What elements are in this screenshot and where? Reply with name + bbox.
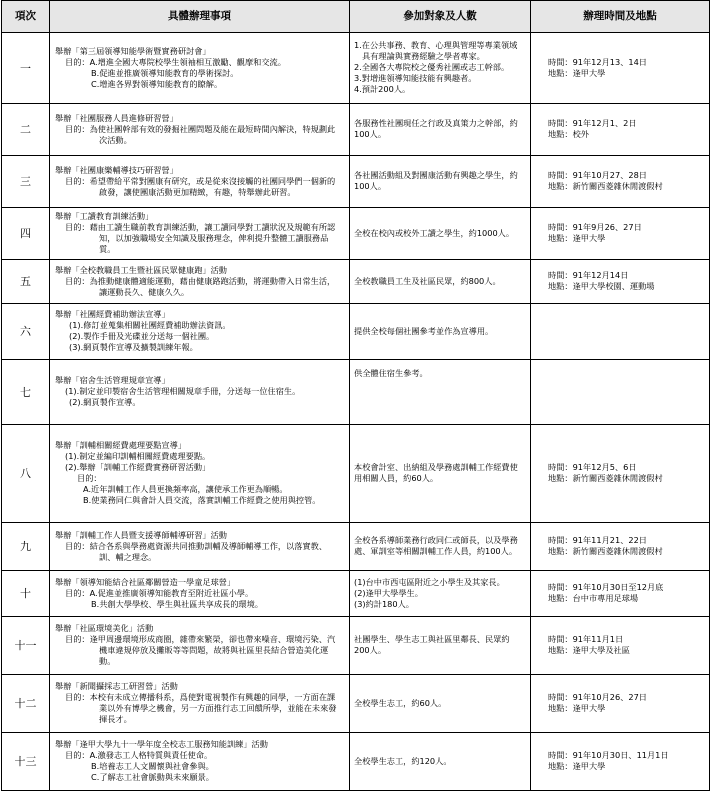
desc-line: 舉辦「工讀教育訓練活動」 (55, 211, 154, 221)
desc-line: 目的：希望帶給平常對團康有研究，或是從來沒接觸的社團同學們一個新的啟發，讓使團康活動更加精緻，有趣，特舉辦此研習。 (65, 175, 336, 197)
row-description (50, 360, 350, 425)
time-line: 時間：91年10月30日至12月底 (548, 582, 664, 592)
time-line: 時間：91年9月26、27日 (548, 222, 642, 232)
desc-line: B.促進並推廣領導知能教育的學術探討。 (91, 67, 239, 78)
desc-line: C.增進各界對領導知能教育的瞭解。 (91, 78, 223, 89)
row-description (50, 675, 350, 733)
desc-line: 舉辦「全校教職員工生暨社區民眾健康跑」活動 (55, 264, 227, 275)
table-header-row (2, 1, 710, 33)
row-time-place (531, 523, 710, 571)
desc-line: (2).製作手冊及光碟並分送每一個社團。 (69, 331, 215, 341)
row-time-place (531, 156, 710, 208)
header-participants: 參加對象及人數 (350, 1, 531, 33)
row-time-place (531, 675, 710, 733)
row-description (50, 733, 350, 791)
row-participants (350, 33, 531, 104)
place-line: 地點：逢甲大學 (548, 703, 606, 713)
time-line: 時間：91年10月30日、11月1日 (548, 750, 669, 760)
row-description (50, 425, 350, 523)
desc-line: 目的：A.激發志工人格特質與責任使命。 (65, 750, 213, 760)
participant-line: 全校各系導師業務行政同仁或師長，以及學務處、軍訓室等相關訓輔工作人員，約100人。 (354, 535, 518, 556)
row-number: 二 (2, 104, 50, 156)
desc-line: A.近年訓輔工作人員更換頻率高，讓使承工作更為順暢。 (83, 484, 288, 494)
table-row (2, 260, 710, 304)
row-number: 五 (2, 260, 50, 304)
place-line: 地點：校外 (548, 129, 589, 139)
table-row (2, 675, 710, 733)
row-number: 九 (2, 523, 50, 571)
desc-line: (1).制定並印製宿舍生活管理相關規章手冊，分送每一位住宿生。 (65, 386, 301, 396)
desc-line: 舉辦「新聞攝採志工研習營」活動 (55, 681, 178, 691)
desc-line: (2).網頁製作宣導。 (69, 397, 141, 407)
row-number: 一 (2, 33, 50, 104)
participant-line: 4.預計200人。 (354, 84, 411, 94)
row-description (50, 208, 350, 260)
row-time-place (531, 571, 710, 617)
table-row (2, 104, 710, 156)
participant-line: 1.在公共事務、教育、心理與管理等專業領域具有理論與實務經驗之學者專家。 (354, 40, 518, 61)
table-row (2, 617, 710, 675)
row-description (50, 617, 350, 675)
desc-line: (1).制定並編印訓輔相關經費處理要點。 (65, 451, 211, 461)
row-number: 十 (2, 571, 50, 617)
row-time-place (531, 260, 710, 304)
row-time-place (531, 733, 710, 791)
table-row (2, 208, 710, 260)
place-line: 地點：逢甲大學及社區 (548, 645, 630, 655)
participant-line: 提供全校每個社團參考並作為宣導用。 (354, 325, 494, 336)
row-time-place (531, 304, 710, 360)
row-number: 四 (2, 208, 50, 260)
desc-line: 目的：逢甲周邊環境形成商圈，雜帶來繁榮，卻也帶來噪音、環境污染、汽機車違規停放及攤販等等問題，故將與社區里長結合營造美化運動。 (65, 634, 336, 666)
table-row (2, 156, 710, 208)
row-time-place (531, 33, 710, 104)
participant-line: 全校學生志工，約60人。 (354, 697, 447, 708)
row-participants (350, 571, 531, 617)
row-time-place (531, 208, 710, 260)
row-time-place (531, 104, 710, 156)
desc-line: 目的： (77, 473, 102, 483)
table-row (2, 571, 710, 617)
activity-table (1, 0, 710, 791)
desc-line: 目的：A.增進全國大專院校學生領袖相互激勵、觀摩和交流。 (65, 56, 286, 67)
row-participants (350, 260, 531, 304)
row-description (50, 104, 350, 156)
row-description (50, 260, 350, 304)
desc-line: 舉辦「領導知能結合社區鄰關營造一學童足球營」 (55, 576, 236, 587)
row-description (50, 304, 350, 360)
table-row (2, 425, 710, 523)
participant-line: 供全體住宿生參考。 (354, 368, 428, 378)
place-line: 地點：新竹關西菱雜休閒渡假村 (548, 473, 663, 483)
row-participants (350, 733, 531, 791)
row-participants (350, 617, 531, 675)
row-participants (350, 208, 531, 260)
time-line: 時間：91年11月21、22日 (548, 535, 647, 545)
table-row (2, 733, 710, 791)
participant-line: 全校學生志工，約120人。 (354, 755, 452, 766)
desc-line: 舉辦「訓輔相關經費處理要點宣導」 (55, 440, 187, 450)
time-line: 時間：91年12月14日 (548, 270, 629, 280)
time-line: 時間：91年12月13、14日 (548, 56, 647, 67)
participant-line: 社團學生、學生志工與社區里鄰長、民眾約200人。 (354, 634, 510, 655)
row-participants (350, 156, 531, 208)
desc-line: 舉辦「訓輔工作人員暨支援導師輔導研習」活動 (55, 529, 227, 540)
place-line: 地點：新竹關西菱雜休閒渡假村 (548, 181, 663, 191)
desc-line: B.培養志工人文關懷與社會參與。 (91, 761, 214, 771)
time-line: 時間：91年11月1日 (548, 634, 624, 644)
row-number: 三 (2, 156, 50, 208)
desc-line: 舉辦「社團服務人員進修研習營」 (55, 112, 178, 123)
time-line: 時間：91年12月1、2日 (548, 118, 637, 128)
table-row (2, 33, 710, 104)
row-number: 十二 (2, 675, 50, 733)
place-line: 地點：新竹關西菱雜休閒渡假村 (548, 546, 663, 556)
desc-line: 舉辦「第三屆領導知能學術暨實務研討會」 (55, 45, 211, 56)
row-time-place (531, 617, 710, 675)
place-line: 地點：逢甲大學校園、運動場 (548, 281, 655, 291)
desc-line: (3).網頁製作宣導及擴製訓練年報。 (69, 342, 198, 352)
row-number: 八 (2, 425, 50, 523)
row-number: 六 (2, 304, 50, 360)
place-line: 地點：逢甲大學 (548, 761, 606, 771)
row-number: 十三 (2, 733, 50, 791)
participant-line: (1)台中市西屯區附近之小學生及其家長。 (354, 576, 505, 587)
participant-line: 各服務性社團現任之行政及真策力之幹部，約100人。 (354, 118, 518, 139)
row-participants (350, 304, 531, 360)
time-line: 時間：91年10月26、27日 (548, 692, 647, 702)
participant-line: (2)逢甲大學學生。 (354, 587, 423, 598)
participant-line: 全校在校內或校外工讀之學生，約1000人。 (354, 227, 515, 238)
desc-line: 目的：結合各系與學務處資源共同推動訓輔及導師輔導工作，以落實教、訓、輔之理念。 (65, 540, 328, 562)
desc-line: 舉辦「逢甲大學九十一學年度全校志工服務知能訓練」活動 (55, 739, 268, 749)
desc-line: 目的：本校有未成立傳播科系，爲使對電視製作有興趣的同學，一方面在課業以外有博學之機會，另一方面推行志工回饋所學，並能在未來發揮長才。 (65, 692, 337, 724)
header-desc: 具體辦理事項 (50, 1, 350, 33)
time-line: 時間：91年10月27、28日 (548, 170, 647, 180)
header-time-place: 辦理時間及地點 (531, 1, 710, 33)
row-number: 七 (2, 360, 50, 425)
table-row (2, 523, 710, 571)
time-line: 時間：91年12月5、6日 (548, 462, 637, 472)
desc-line: 目的：為使社團幹部有效的發掘社團問題及能在最短時間內解決，特規劃此次活動。 (65, 123, 336, 145)
row-time-place (531, 360, 710, 425)
row-participants (350, 104, 531, 156)
row-time-place (531, 425, 710, 523)
desc-line: (1).修訂並蒐集相關社團經費補助辦法資訊。 (69, 320, 231, 330)
row-description (50, 33, 350, 104)
desc-line: 舉辦「宿舍生活管理規章宣導」 (55, 375, 170, 385)
header-no: 項次 (2, 1, 50, 33)
desc-line: 目的：藉由工讀生職前教育訓練活動，讓工讀同學對工讀狀況及規範有所認知，以加強職場安全知識及服務理念，俾利提升整體工讀服務品質。 (65, 222, 336, 254)
participant-line: (3)約計180人。 (354, 598, 414, 609)
participant-line: 本校會計室、出納組及學務處訓輔工作經費使用相關人員，約60人。 (354, 462, 518, 483)
participant-line: 2.全國各大專院校之優秀社團或志工幹部。 (354, 62, 510, 72)
desc-line: B.共創大學學校、學生與社區共享成長的環境。 (91, 598, 263, 609)
row-participants (350, 425, 531, 523)
row-participants (350, 360, 531, 425)
desc-line: (2).舉辦「訓輔工作經費實務研習活動」 (65, 462, 211, 472)
desc-line: 目的：A.促進並推廣領導知能教育至附近社區小學。 (65, 587, 254, 598)
table-row (2, 360, 710, 425)
participant-line: 全校教職員工生及社區民眾，約800人。 (354, 275, 501, 286)
row-participants (350, 523, 531, 571)
desc-line: B.使業務同仁與會計人員交流，落實訓輔工作經費之使用與控管。 (83, 495, 321, 505)
row-description (50, 523, 350, 571)
table-row (2, 304, 710, 360)
place-line: 地點：逢甲大學 (548, 67, 606, 78)
row-participants (350, 675, 531, 733)
desc-line: C.了解志工社會脈動與未來願景。 (91, 772, 214, 782)
row-description (50, 156, 350, 208)
participant-line: 各社團活動組及對團康活動有興趣之學生，約100人。 (354, 170, 518, 191)
participant-line: 3.對增進領導知能技能有興趣者。 (354, 73, 477, 83)
row-description (50, 571, 350, 617)
row-number: 十一 (2, 617, 50, 675)
desc-line: 舉辦「社團經費補助辦法宣導」 (55, 309, 170, 319)
desc-line: 舉辦「社團康樂輔導技巧研習營」 (55, 164, 178, 175)
desc-line: 舉辦「社區環境美化」活動 (55, 623, 154, 633)
place-line: 地點：台中市專用足球場 (548, 593, 639, 603)
desc-line: 目的：為推動健康體適能運動，藉由健康路跑活動，將運動帶入日常生活，讓運動長久、健康久久。 (65, 275, 336, 297)
place-line: 地點：逢甲大學 (548, 233, 606, 243)
